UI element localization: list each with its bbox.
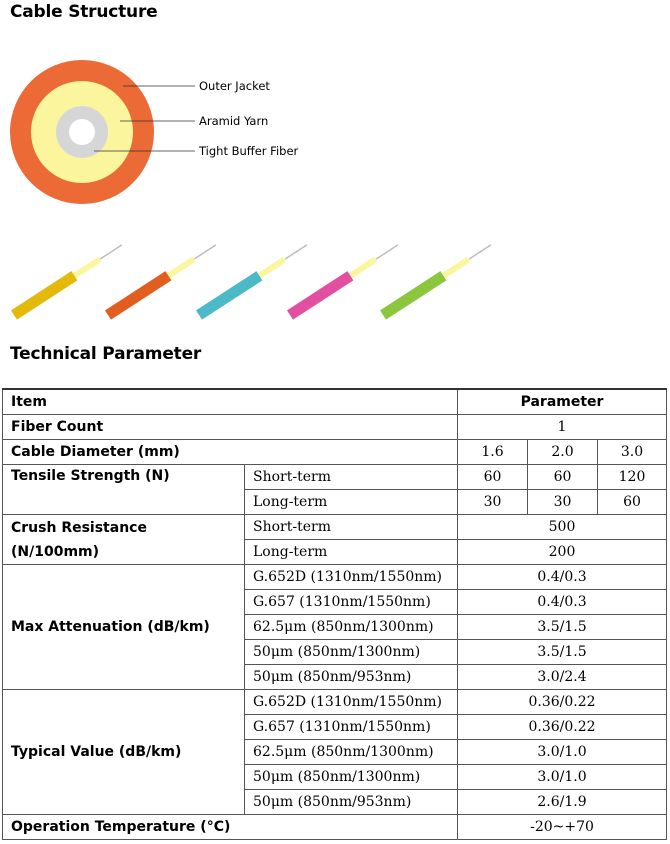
tensile-short-value: 120 xyxy=(598,465,667,490)
fiber-strand xyxy=(98,245,121,260)
operation-temp-label: Operation Temperature (°C) xyxy=(3,815,458,840)
max-attenuation-label: Max Attenuation (dB/km) xyxy=(3,565,245,690)
tensile-short-value: 60 xyxy=(528,465,598,490)
tensile-strength-label: Tensile Strength (N) xyxy=(3,465,245,515)
fiber-strand xyxy=(192,245,215,260)
cable-jacket-sample xyxy=(108,276,168,315)
cable-diameter-value: 1.6 xyxy=(458,440,528,465)
item-header: Item xyxy=(3,389,458,415)
typical-value-value: 3.0/1.0 xyxy=(458,765,667,790)
typical-value-value: 0.36/0.22 xyxy=(458,690,667,715)
typical-value-label: Typical Value (dB/km) xyxy=(3,690,245,815)
yarn-section xyxy=(350,261,373,276)
typical-value-type: 62.5μm (850nm/1300nm) xyxy=(245,740,458,765)
aramid-yarn-label: Aramid Yarn xyxy=(199,114,269,128)
max-attenuation-value: 3.5/1.5 xyxy=(458,640,667,665)
typical-value-type: G.652D (1310nm/1550nm) xyxy=(245,690,458,715)
max-attenuation-type: 50μm (850nm/953nm) xyxy=(245,665,458,690)
table-row xyxy=(3,565,667,590)
max-attenuation-type: G.657 (1310nm/1550nm) xyxy=(245,590,458,615)
typical-value-value: 0.36/0.22 xyxy=(458,715,667,740)
max-attenuation-value: 3.0/2.4 xyxy=(458,665,667,690)
max-attenuation-value: 3.5/1.5 xyxy=(458,615,667,640)
table-row xyxy=(3,465,667,490)
fiber-core xyxy=(69,119,95,145)
yarn-section xyxy=(259,261,282,276)
cable-jacket-sample xyxy=(290,276,350,315)
table-row xyxy=(3,690,667,715)
table-row xyxy=(3,440,667,465)
table-header-row xyxy=(3,389,667,415)
max-attenuation-value: 0.4/0.3 xyxy=(458,590,667,615)
yarn-section xyxy=(168,261,191,276)
crush-short-label: Short-term xyxy=(245,515,458,540)
fiber-strand xyxy=(374,245,397,260)
outer-jacket-label: Outer Jacket xyxy=(199,79,270,93)
fiber-strand xyxy=(283,245,306,260)
yarn-section xyxy=(74,261,97,276)
typical-value-type: 50μm (850nm/1300nm) xyxy=(245,765,458,790)
technical-parameter-table xyxy=(2,388,667,840)
tensile-short-value: 60 xyxy=(458,465,528,490)
yarn-section xyxy=(443,261,466,276)
typical-value-type: 50μm (850nm/953nm) xyxy=(245,790,458,815)
table-row xyxy=(3,815,667,840)
tensile-short-label: Short-term xyxy=(245,465,458,490)
cable-diameter-label: Cable Diameter (mm) xyxy=(3,440,458,465)
cable-jacket-sample xyxy=(383,276,443,315)
max-attenuation-type: 50μm (850nm/1300nm) xyxy=(245,640,458,665)
typical-value-value: 3.0/1.0 xyxy=(458,740,667,765)
cable-jacket-sample xyxy=(14,276,74,315)
tensile-long-value: 30 xyxy=(458,490,528,515)
tensile-long-label: Long-term xyxy=(245,490,458,515)
operation-temp-value: -20~+70 xyxy=(458,815,667,840)
crush-resistance-label xyxy=(3,515,245,565)
cable-color-samples xyxy=(0,230,670,330)
cable-diameter-value: 2.0 xyxy=(528,440,598,465)
fiber-count-value: 1 xyxy=(458,415,667,440)
tensile-long-value: 30 xyxy=(528,490,598,515)
fiber-strand xyxy=(467,245,490,260)
tensile-long-value: 60 xyxy=(598,490,667,515)
cable-diameter-value: 3.0 xyxy=(598,440,667,465)
max-attenuation-type: 62.5μm (850nm/1300nm) xyxy=(245,615,458,640)
crush-short-value: 500 xyxy=(458,515,667,540)
crush-resistance-line2: (N/100mm) xyxy=(11,543,100,560)
crush-long-label: Long-term xyxy=(245,540,458,565)
fiber-count-label: Fiber Count xyxy=(3,415,458,440)
typical-value-type: G.657 (1310nm/1550nm) xyxy=(245,715,458,740)
cable-jacket-sample xyxy=(199,276,259,315)
technical-parameter-title: Technical Parameter xyxy=(10,344,202,364)
typical-value-value: 2.6/1.9 xyxy=(458,790,667,815)
table-row xyxy=(3,415,667,440)
table-row xyxy=(3,515,667,540)
parameter-header: Parameter xyxy=(458,389,667,415)
max-attenuation-value: 0.4/0.3 xyxy=(458,565,667,590)
cable-structure-title: Cable Structure xyxy=(10,2,158,22)
crush-resistance-line1: Crush Resistance xyxy=(11,519,147,536)
crush-long-value: 200 xyxy=(458,540,667,565)
tight-buffer-label: Tight Buffer Fiber xyxy=(199,144,299,158)
max-attenuation-type: G.652D (1310nm/1550nm) xyxy=(245,565,458,590)
cable-cross-section-diagram xyxy=(0,26,320,206)
